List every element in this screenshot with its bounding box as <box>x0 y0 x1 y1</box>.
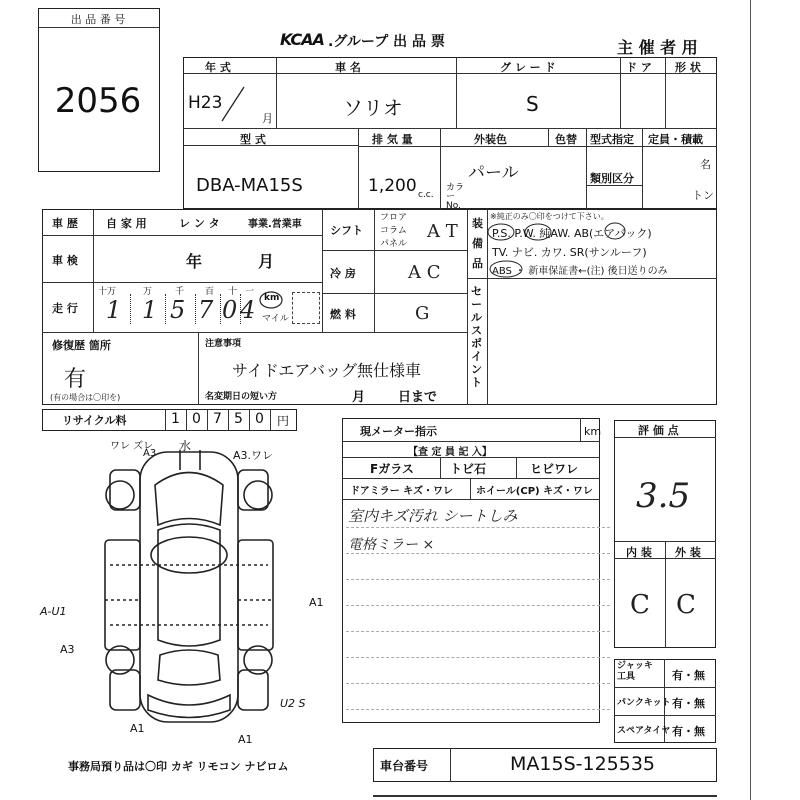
grade-label: グ レ ー ド <box>500 61 556 74</box>
category-label: 類別区分 <box>590 172 634 185</box>
diagram-annotation-2: A3 <box>143 448 157 459</box>
usage-business: 事業.営業車 <box>248 219 302 230</box>
shift-label: シフト <box>330 224 363 237</box>
diagram-annotation-8: A1 <box>130 722 145 735</box>
digit-label-100: 百 <box>205 287 215 297</box>
capacity-label: 定員・積載 <box>648 133 703 146</box>
notes-label: 注意事項 <box>205 339 242 349</box>
diagram-annotation-5: A-U1 <box>40 605 67 618</box>
diagram-annotation-1: ワレ ズレ <box>110 441 154 452</box>
year-value: H23 <box>188 93 223 113</box>
diagram-annotation-4: A3.ワレ <box>233 449 274 462</box>
name-change-label: 名変期日の短い方 <box>205 392 278 402</box>
organizer-label: 主 催 者 用 <box>617 38 698 57</box>
shift-floor: フロア <box>380 213 408 223</box>
year-label: 年 式 <box>205 61 231 74</box>
unit-mile: マイル <box>262 314 289 324</box>
inspection-label: 車 検 <box>52 254 78 267</box>
digit-label-100k: 十万 <box>98 287 117 297</box>
month-unit: 月 <box>262 112 273 125</box>
diagram-annotation-6: A3 <box>60 643 75 656</box>
lot-number-box <box>38 8 160 172</box>
aircon-label: 冷 房 <box>330 267 356 280</box>
recycle-unit: 円 <box>276 414 289 428</box>
year-slash <box>218 85 248 125</box>
digit-label-10: 十 <box>228 287 238 297</box>
tool-jack-label: ジャッキ 工具 <box>617 661 653 682</box>
model-value: DBA-MA15S <box>196 175 303 196</box>
digit-label-1: 一 <box>245 287 255 297</box>
rating-value: 3.5 <box>636 476 691 516</box>
digit-label-1k: 千 <box>175 287 185 297</box>
equipment-label: 装 備 品 <box>472 217 483 270</box>
equipment-line1: P.S. P.W. 純AW. AB(エアバック) <box>492 227 652 240</box>
mileage-digit-3: 5 <box>170 296 186 324</box>
recycle-digit-3: 7 <box>213 411 222 427</box>
equipment-line3: ABS ・ 新車保証書←(注) 後日送りのみ <box>492 266 668 277</box>
repair-value: 有 <box>64 367 87 392</box>
report-note-1: 室内キズ汚れ シートしみ <box>348 507 518 525</box>
mileage-label: 走 行 <box>52 302 78 315</box>
repair-label: 修復歴 箇所 <box>52 339 111 352</box>
chassis-value: MA15S-125535 <box>510 753 656 775</box>
airbag-circle <box>604 221 628 241</box>
inspection-year: 年 <box>186 252 203 271</box>
mileage-digit-6: 4 <box>240 296 256 324</box>
car-damage-diagram <box>80 440 300 740</box>
tool-spare-value: 有・無 <box>672 725 705 738</box>
capacity-unit-ton: トン <box>692 189 714 202</box>
type-designation-label: 型式指定 <box>590 133 634 146</box>
name-change-month: 月 <box>352 390 366 405</box>
usage-rental: レ ン タ <box>179 217 220 230</box>
color-change-label: 色替 <box>555 133 577 146</box>
car-name-value: ソリオ <box>343 96 403 120</box>
tool-puncture-label: パンクキット <box>617 698 671 708</box>
tool-spare-label: スペアタイヤ <box>617 726 671 736</box>
mileage-digit-4: 7 <box>198 296 214 324</box>
equipment-note: ※純正のみ〇印をつけて下さい。 <box>490 212 609 221</box>
mileage-digit-2: 1 <box>142 296 158 324</box>
unit-km: km <box>264 293 280 303</box>
aircon-value: A C <box>408 262 441 283</box>
sale-point-label: セールスポイント <box>471 285 482 389</box>
glass-front: Fガラス <box>370 462 414 476</box>
appraiser-header: 【査 定 員 記 入】 <box>408 447 492 458</box>
meter-label: 現メーター指示 <box>360 425 437 438</box>
wheel-label: ホイール(CP) キズ・ワレ <box>476 486 593 497</box>
meter-unit: km <box>584 425 602 438</box>
lot-number: 2056 <box>54 81 142 121</box>
name-change-day: 日まで <box>398 390 438 405</box>
color-value: パール <box>468 163 519 183</box>
recycle-digit-2: 0 <box>192 411 201 427</box>
glass-chip: トビ石 <box>450 462 487 476</box>
report-note-2: 電格ミラー × <box>348 537 435 553</box>
brand-logo: KCAA <box>280 30 324 49</box>
fuel-value: G <box>415 303 430 324</box>
office-items: 事務局預り品は〇印 カギ リモコン ナビロム <box>68 760 289 773</box>
exterior-value: C <box>676 590 696 620</box>
fuel-label: 燃 料 <box>330 308 356 321</box>
doors-label: ド ア <box>626 61 652 74</box>
lot-number-label: 出 品 番 号 <box>70 13 126 26</box>
diagram-annotation-7: A1 <box>309 596 324 609</box>
interior-value: C <box>630 590 650 620</box>
displacement-label: 排 気 量 <box>372 133 413 146</box>
cc-unit: c.c. <box>418 190 434 200</box>
tool-puncture-value: 有・無 <box>672 697 705 710</box>
recycle-digit-5: 0 <box>255 411 264 427</box>
diagram-annotation-10: U2 S <box>280 697 306 710</box>
recycle-digit-1: 1 <box>171 411 180 427</box>
digit-label-10k: 万 <box>143 287 153 297</box>
mirror-label: ドアミラー キズ・ワレ <box>350 486 453 497</box>
repair-note: (有の場合は〇印を) <box>50 393 121 402</box>
shift-value: A T <box>427 221 458 242</box>
grade-value: S <box>526 92 539 116</box>
notes-value: サイドエアバッグ無仕様車 <box>232 361 421 380</box>
color-no-label: カラー No. <box>446 183 465 211</box>
capacity-unit-people: 名 <box>700 158 711 171</box>
mileage-digit-5: 0 <box>222 296 238 324</box>
interior-label: 内 装 <box>626 546 652 559</box>
displacement-value: 1,200 <box>368 176 417 196</box>
exterior-color-label: 外装色 <box>474 133 507 146</box>
chassis-label: 車台番号 <box>380 759 429 773</box>
diagram-annotation-3: 水 <box>179 439 192 453</box>
car-name-label: 車 名 <box>335 61 361 74</box>
inspection-month: 月 <box>258 252 275 271</box>
tool-jack-value: 有・無 <box>672 669 705 682</box>
recycle-digit-4: 5 <box>234 411 243 427</box>
equipment-line2: TV. ナビ. カワ. SR(サンルーフ) <box>492 246 647 259</box>
mileage-check-box <box>292 292 320 324</box>
shape-label: 形 状 <box>675 61 701 74</box>
model-label: 型 式 <box>240 133 266 146</box>
exterior-label: 外 装 <box>675 546 701 559</box>
glass-crack: ヒビワレ <box>530 462 579 476</box>
mileage-digit-1: 1 <box>106 296 122 324</box>
shift-panel: パネル <box>380 239 408 249</box>
usage-label: 車 歴 <box>52 217 78 230</box>
rating-label: 評 価 点 <box>638 424 679 437</box>
diagram-annotation-9: A1 <box>238 733 253 746</box>
shift-column: コラム <box>380 226 407 236</box>
form-title: .グループ 出 品 票 <box>328 34 445 50</box>
recycle-label: リサイクル料 <box>62 414 127 427</box>
usage-private: 自 家 用 <box>106 217 147 230</box>
equipment-circles <box>486 221 576 283</box>
